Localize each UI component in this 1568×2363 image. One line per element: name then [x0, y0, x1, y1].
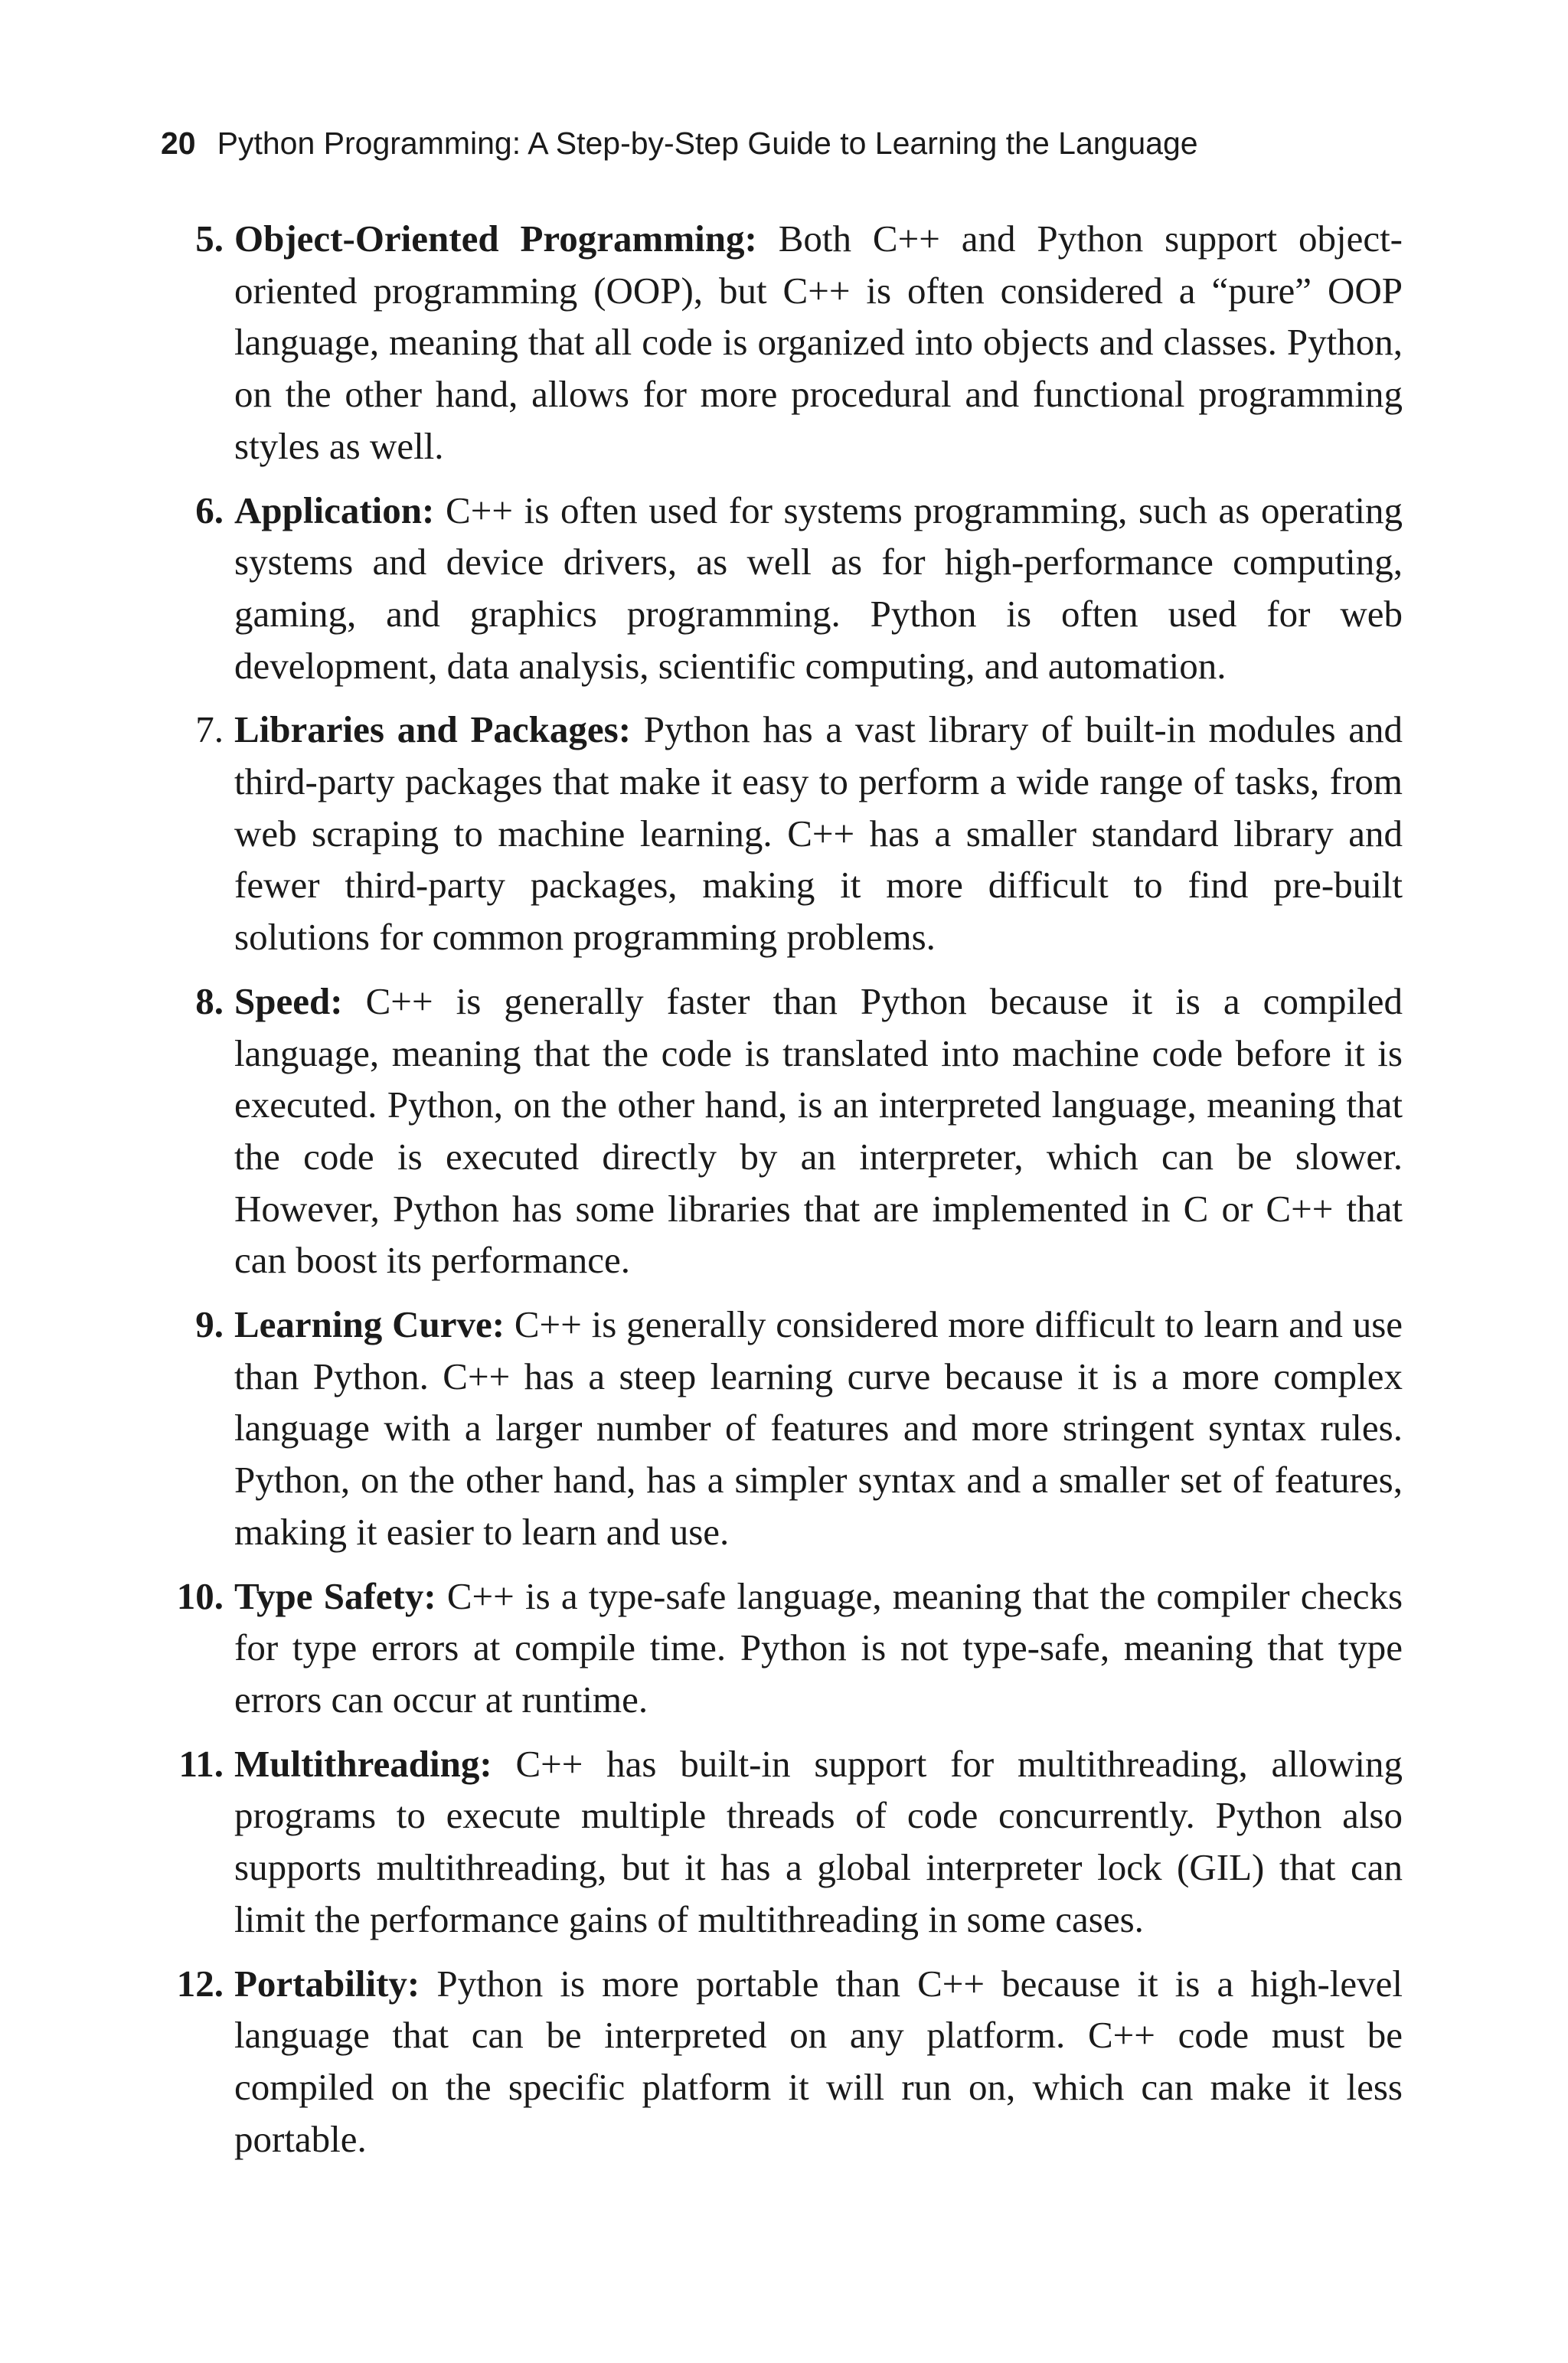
list-item: [0, 976, 1568, 1286]
item-text: Python is more portable than C++ because it is a high-level language that can be interpreted on any platform. C++ code must be compiled on the specific platform it will run on, which can make it less portable.: [234, 1962, 1403, 2160]
item-term: Application:: [234, 489, 435, 531]
item-body: [234, 213, 1403, 472]
item-text: Both C++ and Python support object-oriented programming (OOP), but C++ is often considered a “pure” OOP language, meaning that all code is organized into objects and classes. Python, on the other hand, allows for more procedural and functional programming styles as well.: [234, 217, 1403, 467]
item-number: 10.: [176, 1574, 224, 1617]
list-item: [0, 1570, 1568, 1726]
item-body: [234, 485, 1403, 692]
item-body: [234, 976, 1403, 1286]
running-head: [161, 124, 1198, 162]
item-text: C++ is generally considered more difficult to learn and use than Python. C++ has a steep learning curve because it is a more complex language with a larger number of features and more stringent syntax rules. Python, on the other hand, has a simpler syntax and a smaller set of features, making it easier to learn and use.: [234, 1303, 1403, 1553]
item-term: Multithreading:: [234, 1742, 492, 1785]
item-number: 8.: [195, 979, 224, 1022]
item-text: C++ is often used for systems programming, such as operating systems and device drivers, as well as for high-performance computing, gaming, and graphics programming. Python is often used for web development, data analysis, scientific computing, and automation.: [234, 489, 1403, 687]
item-text: Python has a vast library of built-in modules and third-party packages that make it easy to perform a wide range of tasks, from web scraping to machine learning. C++ has a smaller standard library and fewer third-party packages, making it more difficult to find pre-built solutions for common programming problems.: [234, 708, 1403, 959]
item-text: C++ is a type-safe language, meaning that the compiler checks for type errors at compile time. Python is not type-safe, meaning that type errors can occur at runtime.: [234, 1574, 1403, 1721]
item-term: Object-Oriented Programming:: [234, 217, 757, 260]
item-number: 6.: [195, 489, 224, 531]
list-item: [0, 704, 1568, 963]
item-number: 9.: [195, 1303, 224, 1346]
item-term: Libraries and Packages:: [234, 708, 632, 751]
page-number: 20: [161, 126, 196, 161]
item-body: [234, 704, 1403, 963]
list-item: [0, 485, 1568, 692]
comparison-list: [0, 213, 1568, 2177]
item-text: C++ has built-in support for multithreading, allowing programs to execute multiple threads of code concurrently. Python also supports multithreading, but it has a global interpreter lock (GIL) that can limit the performance gains of multithreading in some cases.: [234, 1742, 1403, 1940]
list-item: [0, 1738, 1568, 1946]
item-number: 11.: [178, 1742, 224, 1785]
item-text: C++ is generally faster than Python because it is a compiled language, meaning that the code is translated into machine code before it is executed. Python, on the other hand, is an interpreted language, meaning that the code is executed directly by an interpreter, which can be slower. However, Python has some libraries that are implemented in C or C++ that can boost its performance.: [234, 979, 1403, 1282]
item-body: [234, 1570, 1403, 1726]
list-item: [0, 1299, 1568, 1558]
item-number: 7.: [195, 708, 224, 751]
item-term: Type Safety:: [234, 1574, 436, 1617]
item-term: Portability:: [234, 1962, 420, 2005]
item-term: Speed:: [234, 979, 343, 1022]
list-item: [0, 213, 1568, 472]
item-number: 12.: [176, 1962, 224, 2005]
item-number: 5.: [195, 217, 224, 260]
item-body: [234, 1738, 1403, 1946]
item-body: [234, 1958, 1403, 2165]
item-body: [234, 1299, 1403, 1558]
running-title: Python Programming: A Step-by-Step Guide to Learning the Language: [217, 126, 1198, 161]
item-term: Learning Curve:: [234, 1303, 505, 1346]
list-item: [0, 1958, 1568, 2165]
